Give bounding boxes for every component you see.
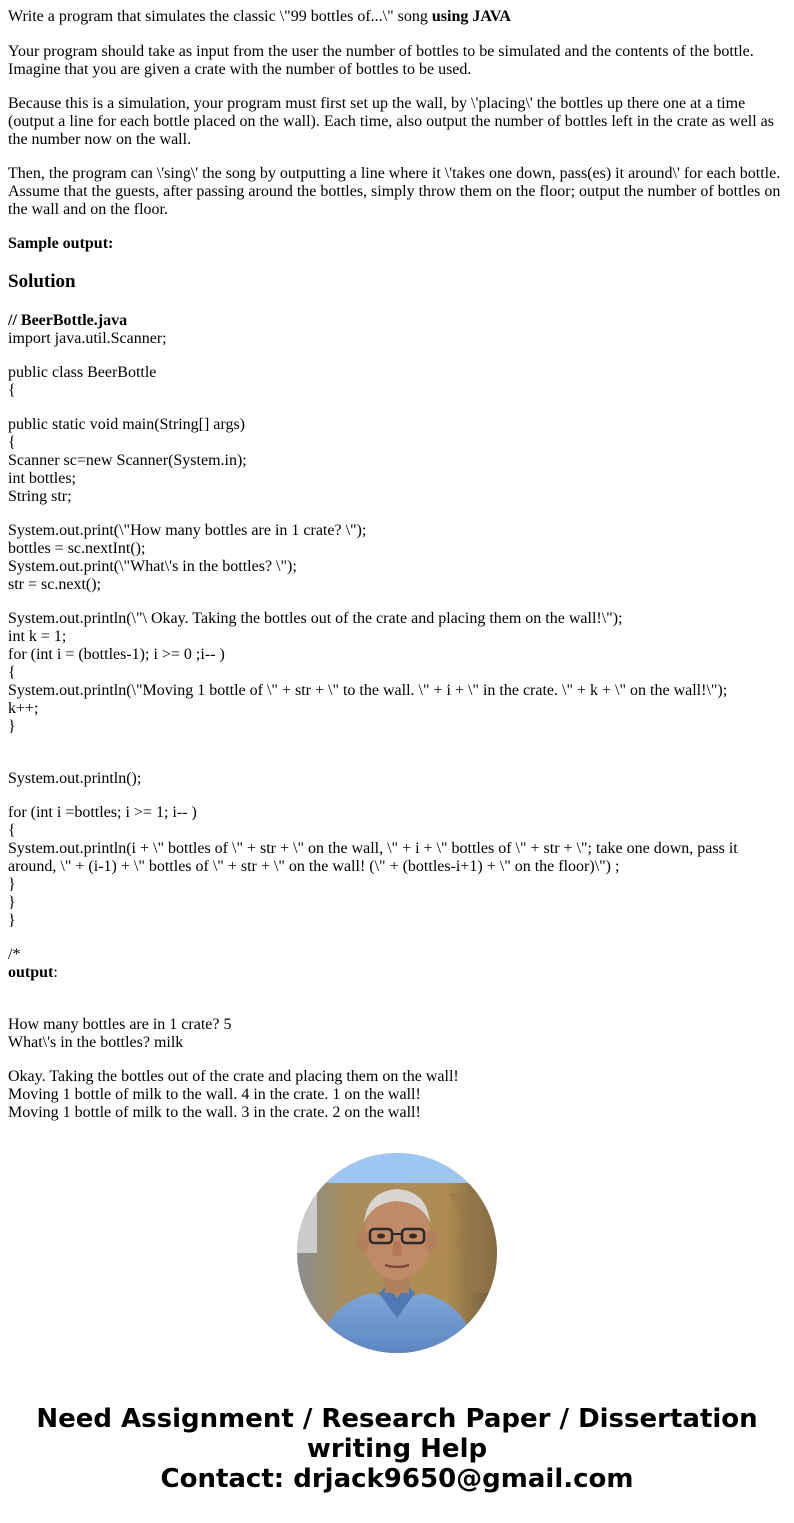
code-line: { [8,382,16,399]
code-line: for (int i =bottles; i >= 1; i-- ) [8,804,197,821]
code-line: for (int i = (bottles-1); i >= 0 ;i-- ) [8,646,225,663]
code-line: { [8,434,16,451]
code-line: int bottles; [8,470,76,487]
code-line: String str; [8,488,72,505]
code-line: System.out.println(i + \" bottles of \" + str + \" on the wall, \" + i + \" bottles of \" + str + \"; take one down, pass it around, \" + (i-1) + \" bottles of \" + str + \" on the wall! (\" + (bottles-i+1) + \" on the floor)\") ; [8,840,738,875]
question-paragraph-1: Your program should take as input from the user the number of bottles to be simulated and the contents of the bottle. Imagine that you are given a crate with the number of bottles to be used. [8,43,754,78]
expert-avatar [297,1153,497,1353]
code-line: k++; [8,700,39,717]
sample-output-label: Sample output: [8,235,114,252]
question-paragraph-3: Then, the program can \'sing\' the song by outputting a line where it \'takes one down, pass(es) it around\' for each bottle. Assume that the guests, after passing around the bottles, simply throw them on the floor; output the number of bottles on the wall and on the floor. [8,165,781,218]
question-paragraph-2: Because this is a simulation, your program must first set up the wall, by \'placing\' the bottles up there one at a time (output a line for each bottle placed on the wall). Each time, also output the number of bottles left in the crate as well as the number now on the wall. [8,95,774,148]
code-line: bottles = sc.nextInt(); [8,540,146,557]
code-line: System.out.print(\"How many bottles are in 1 crate? \"); [8,522,367,539]
output-line: What\'s in the bottles? milk [8,1034,184,1051]
code-line: import java.util.Scanner; [8,330,167,347]
question-title [8,8,788,26]
code-line: Scanner sc=new Scanner(System.in); [8,452,247,469]
code-line: System.out.print(\"What\'s in the bottles? \"); [8,558,297,575]
code-line: System.out.println(\"Moving 1 bottle of \" + str + \" to the wall. \" + i + \" in the crate. \" + k + \" on the wall!\"); [8,682,728,699]
code-line: { [8,664,16,681]
code-line: /* [8,946,21,963]
question-title-emphasis: using JAVA [431,8,511,25]
code-line: } [8,718,16,735]
output-line: How many bottles are in 1 crate? 5 [8,1016,232,1033]
promo-contact: Contact: drjack9650@gmail.com [160,1464,634,1494]
code-line: int k = 1; [8,628,67,645]
promo-banner [0,1404,794,1494]
code-line: System.out.println(); [8,770,142,787]
output-line: Okay. Taking the bottles out of the crate and placing them on the wall! [8,1068,459,1085]
output-label: output: [8,964,58,981]
question-title-text: Write a program that simulates the classic \"99 bottles of...\" song [8,8,432,25]
output-line: Moving 1 bottle of milk to the wall. 4 in the crate. 1 on the wall! [8,1086,421,1103]
code-line: } [8,912,16,929]
code-line: System.out.println(\"\ Okay. Taking the bottles out of the crate and placing them on the wall!\"); [8,610,623,627]
output-line: Moving 1 bottle of milk to the wall. 3 in the crate. 2 on the wall! [8,1104,421,1121]
code-file-comment: // BeerBottle.java [8,312,128,329]
code-line: { [8,822,16,839]
person-photo [297,1153,497,1353]
code-line: public class BeerBottle [8,364,157,381]
promo-line-1: Need Assignment / Research Paper / Dissertation [36,1404,758,1434]
code-line: } [8,894,16,911]
promo-line-2: writing Help [306,1434,488,1464]
code-line: } [8,876,16,893]
code-line: public static void main(String[] args) [8,416,245,433]
code-line: str = sc.next(); [8,576,101,593]
solution-heading: Solution [8,271,76,292]
